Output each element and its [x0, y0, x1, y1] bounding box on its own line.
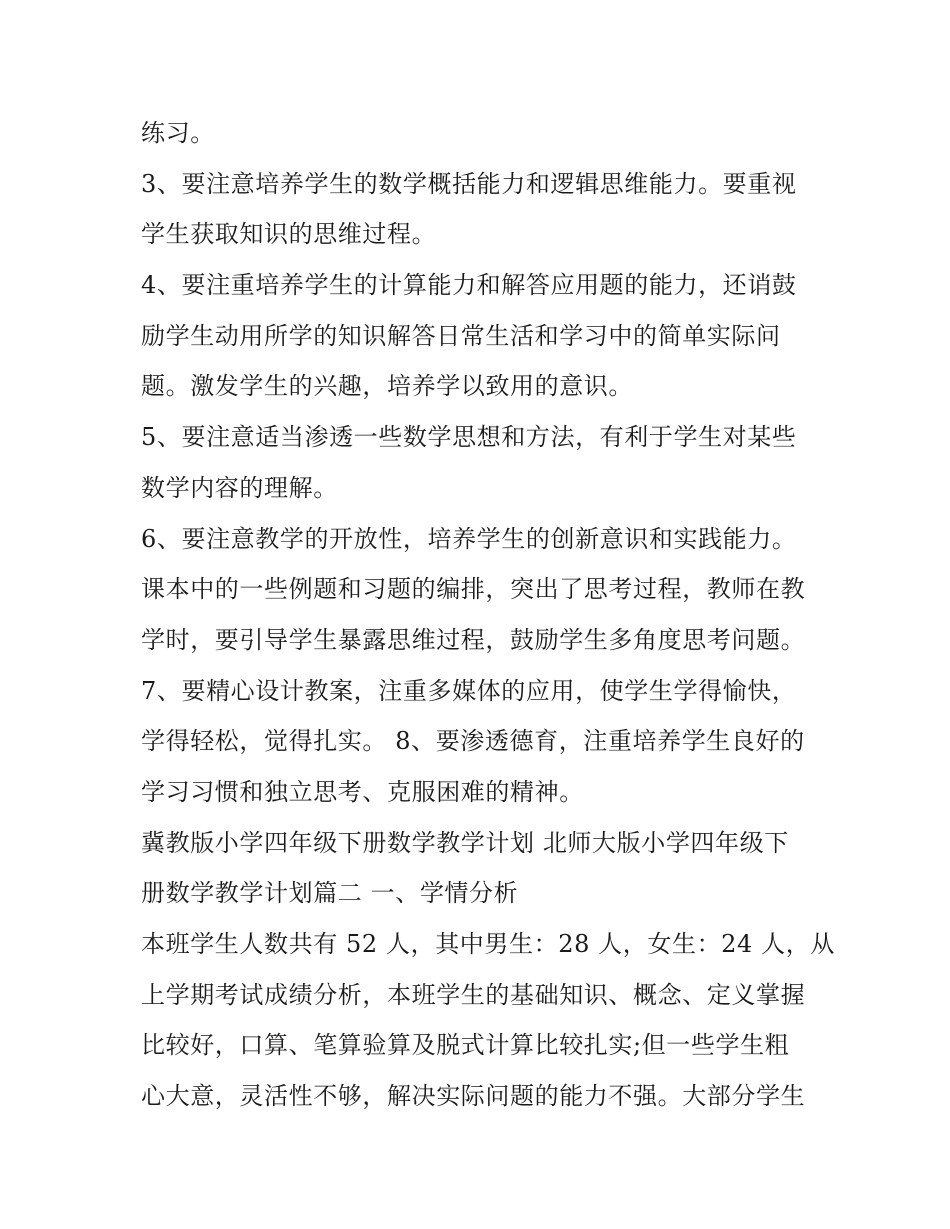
- text-line: 励学生动用所学的知识解答日常生活和学习中的简单实际问: [141, 321, 781, 350]
- text-line: 题。激发学生的兴趣，培养学以致用的意识。: [141, 372, 633, 401]
- text-line: 课本中的一些例题和习题的编排，突出了思考过程，教师在教: [141, 575, 806, 604]
- text-line: 比较好，口算、笔算验算及脱式计算比较扎实;但一些学生粗: [141, 1031, 790, 1060]
- text-line: 学得轻松，觉得扎实。 8、要渗透德育，注重培养学生良好的: [141, 727, 805, 756]
- text-line: 心大意，灵活性不够，解决实际问题的能力不强。大部分学生: [141, 1082, 806, 1111]
- text-line: 5、要注意适当渗透一些数学思想和方法，有利于学生对某些: [141, 423, 797, 452]
- text-line: 数学内容的理解。: [141, 473, 338, 502]
- text-line: 3、要注意培养学生的数学概括能力和逻辑思维能力。要重视: [141, 169, 797, 198]
- section-heading-line: 冀教版小学四年级下册数学教学计划 北师大版小学四年级下: [141, 828, 789, 857]
- text-line: 学习习惯和独立思考、克服困难的精神。: [141, 777, 584, 806]
- body-text: [141, 108, 835, 1122]
- text-line: 4、要注重培养学生的计算能力和解答应用题的能力，还诮鼓: [141, 271, 797, 300]
- section-heading-line: 册数学教学计划篇二 一、学情分析: [141, 879, 519, 908]
- text-line: 本班学生人数共有 52 人，其中男生：28 人，女生：24 人，从: [141, 930, 835, 958]
- text-line: 学生获取知识的思维过程。: [141, 220, 437, 249]
- text-line: 上学期考试成绩分析，本班学生的基础知识、概念、定义掌握: [141, 980, 806, 1009]
- text-line: 6、要注意教学的开放性，培养学生的创新意识和实践能力。: [141, 524, 797, 553]
- text-line: 学时，要引导学生暴露思维过程，鼓励学生多角度思考问题。: [141, 625, 806, 654]
- text-line: 7、要精心设计教案，注重多媒体的应用，使学生学得愉快，: [141, 676, 797, 705]
- text-line: 练习。: [141, 119, 215, 147]
